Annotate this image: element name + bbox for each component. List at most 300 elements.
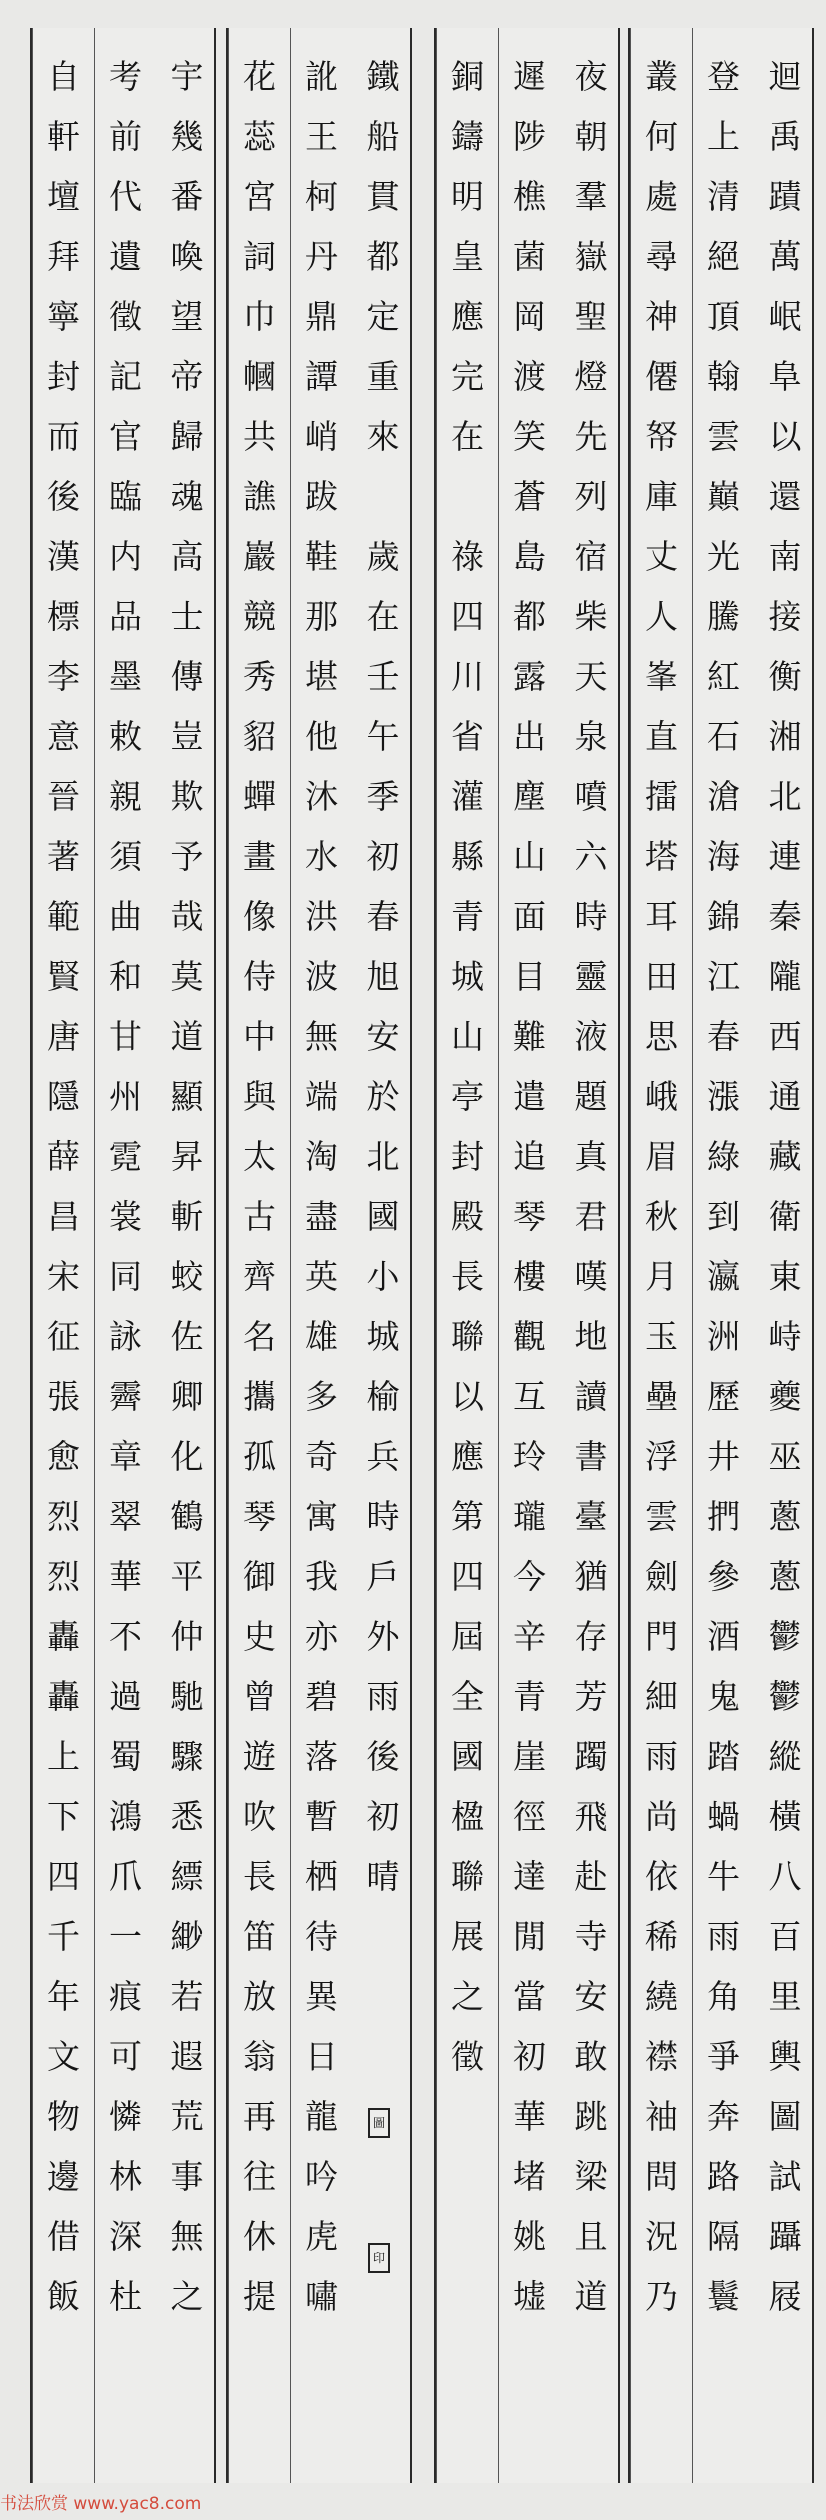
character-cell: 柴	[574, 596, 608, 636]
character-cell: 一	[109, 1916, 142, 1956]
character-cell: 衛	[768, 1196, 802, 1236]
character-cell: 峨	[645, 1076, 678, 1116]
character-cell: 靈	[574, 956, 608, 996]
character-cell: 應	[451, 296, 484, 336]
character-cell: 山	[451, 1016, 484, 1056]
character-cell: 都	[513, 596, 546, 636]
character-cell: 壇	[47, 176, 80, 216]
panel-2-column-3	[436, 28, 498, 2483]
character-cell: 翠	[109, 1496, 142, 1536]
character-cell: 時	[574, 896, 608, 936]
character-cell: 章	[109, 1436, 142, 1476]
character-cell: 隱	[47, 1076, 80, 1116]
character-cell: 曾	[243, 1676, 276, 1716]
character-cell: 皇	[451, 236, 484, 276]
seal-stamp-upper: 圖	[368, 2108, 390, 2138]
character-cell: 徵	[451, 2036, 484, 2076]
character-cell: 跳	[574, 2096, 608, 2136]
character-cell: 稀	[645, 1916, 678, 1956]
panel-3	[226, 28, 412, 2483]
character-cell: 接	[768, 596, 802, 636]
character-cell: 秋	[645, 1196, 678, 1236]
character-cell: 寓	[305, 1496, 338, 1536]
character-cell: 西	[768, 1016, 802, 1056]
character-cell: 人	[645, 596, 678, 636]
character-cell: 圖	[768, 2096, 802, 2136]
character-cell: 巔	[707, 476, 740, 516]
panel-1-column-2	[692, 28, 754, 2483]
character-cell: 征	[47, 1316, 80, 1356]
character-cell: 壬	[366, 656, 400, 696]
character-cell: 蟬	[243, 776, 276, 816]
panel-4	[30, 28, 216, 2483]
character-cell: 亭	[451, 1076, 484, 1116]
character-cell: 詞	[243, 236, 276, 276]
character-cell: 虎	[305, 2216, 338, 2256]
character-cell: 宮	[243, 176, 276, 216]
character-cell: 落	[305, 1736, 338, 1776]
character-cell: 貂	[243, 716, 276, 756]
character-cell: 試	[768, 2156, 802, 2196]
character-cell: 榆	[366, 1376, 400, 1416]
character-cell: 林	[109, 2156, 142, 2196]
character-cell: 蹟	[768, 176, 802, 216]
character-cell: 化	[170, 1436, 204, 1476]
character-cell: 再	[243, 2096, 276, 2136]
character-cell: 辛	[513, 1616, 546, 1656]
character-cell: 内	[109, 536, 142, 576]
character-cell: 閒	[513, 1916, 546, 1956]
character-cell: 標	[47, 596, 80, 636]
character-cell: 中	[243, 1016, 276, 1056]
character-cell: 望	[170, 296, 204, 336]
character-cell: 地	[574, 1316, 608, 1356]
character-cell: 先	[574, 416, 608, 456]
character-cell: 劍	[645, 1556, 678, 1596]
character-cell: 崖	[513, 1736, 546, 1776]
character-cell: 徑	[513, 1796, 546, 1836]
character-cell: 安	[366, 1016, 400, 1056]
character-cell: 擂	[645, 776, 678, 816]
character-cell: 像	[243, 896, 276, 936]
character-cell: 雨	[707, 1916, 740, 1956]
character-cell: 瀛	[707, 1256, 740, 1296]
character-cell: 鞋	[305, 536, 338, 576]
character-cell: 當	[513, 1976, 546, 2016]
character-cell: 巾	[243, 296, 276, 336]
character-cell: 捫	[707, 1496, 740, 1536]
character-cell: 丈	[645, 536, 678, 576]
character-cell: 曲	[109, 896, 142, 936]
character-cell: 爭	[707, 2036, 740, 2076]
character-cell: 四	[47, 1856, 80, 1896]
character-cell: 史	[243, 1616, 276, 1656]
character-cell: 高	[170, 536, 204, 576]
character-cell: 詠	[109, 1316, 142, 1356]
character-cell: 著	[47, 836, 80, 876]
character-cell: 祿	[451, 536, 484, 576]
character-cell: 況	[645, 2216, 678, 2256]
character-cell: 屐	[768, 2276, 802, 2316]
character-cell: 藏	[768, 1136, 802, 1176]
character-cell: 上	[707, 116, 740, 156]
character-cell: 四	[451, 1556, 484, 1596]
character-cell: 夔	[768, 1376, 802, 1416]
character-cell: 灌	[451, 776, 484, 816]
character-cell: 雲	[645, 1496, 678, 1536]
character-cell: 北	[768, 776, 802, 816]
panel-1-column-3	[630, 28, 692, 2483]
character-cell: 緲	[170, 1916, 204, 1956]
character-cell: 朝	[574, 116, 608, 156]
character-cell: 須	[109, 836, 142, 876]
character-cell: 鶴	[170, 1496, 204, 1536]
character-cell: 樵	[513, 176, 546, 216]
character-cell: 出	[513, 716, 546, 756]
character-cell: 噴	[574, 776, 608, 816]
character-cell: 峯	[645, 656, 678, 696]
character-cell: 攜	[243, 1376, 276, 1416]
character-cell: 追	[513, 1136, 546, 1176]
character-cell: 浮	[645, 1436, 678, 1476]
character-cell: 安	[574, 1976, 608, 2016]
character-cell: 明	[451, 176, 484, 216]
character-cell: 思	[645, 1016, 678, 1056]
character-cell: 鬱	[768, 1676, 802, 1716]
character-cell: 翰	[707, 356, 740, 396]
panel-1	[628, 28, 814, 2483]
character-cell: 佐	[170, 1316, 204, 1356]
character-cell: 顯	[170, 1076, 204, 1116]
character-cell: 處	[645, 176, 678, 216]
character-cell: 縣	[451, 836, 484, 876]
character-cell: 訛	[305, 56, 338, 96]
character-cell: 碧	[305, 1676, 338, 1716]
character-cell: 岡	[513, 296, 546, 336]
character-cell: 季	[366, 776, 400, 816]
character-cell: 還	[768, 476, 802, 516]
character-cell: 聯	[451, 1856, 484, 1896]
character-cell: 且	[574, 2216, 608, 2256]
character-cell: 春	[707, 1016, 740, 1056]
character-cell: 品	[109, 596, 142, 636]
character-cell: 下	[47, 1796, 80, 1836]
character-cell: 塔	[645, 836, 678, 876]
character-cell: 華	[109, 1556, 142, 1596]
character-cell: 提	[243, 2276, 276, 2316]
character-cell: 全	[451, 1676, 484, 1716]
character-cell: 敢	[574, 2036, 608, 2076]
character-cell: 繞	[645, 1976, 678, 2016]
watermark-site: www.yac8.com	[73, 2494, 202, 2514]
character-cell: 在	[451, 416, 484, 456]
character-cell: 宿	[574, 536, 608, 576]
character-cell: 歸	[170, 416, 204, 456]
character-cell: 戶	[366, 1556, 400, 1596]
panel-4-column-2	[94, 28, 156, 2483]
watermark	[0, 2489, 201, 2514]
character-cell: 可	[109, 2036, 142, 2076]
character-cell: 之	[451, 1976, 484, 2016]
character-cell: 通	[768, 1076, 802, 1116]
character-cell: 甘	[109, 1016, 142, 1056]
character-cell: 洲	[707, 1316, 740, 1356]
watermark-text: 书法欣赏	[0, 2494, 68, 2514]
character-cell: 菌	[513, 236, 546, 276]
character-cell: 不	[109, 1616, 142, 1656]
character-cell: 昇	[170, 1136, 204, 1176]
character-cell: 來	[366, 416, 400, 456]
character-cell: 哉	[170, 896, 204, 936]
character-cell: 川	[451, 656, 484, 696]
character-cell: 翁	[243, 2036, 276, 2076]
character-cell: 烈	[47, 1556, 80, 1596]
character-cell: 記	[109, 356, 142, 396]
character-cell: 薛	[47, 1136, 80, 1176]
character-cell: 歷	[707, 1376, 740, 1416]
character-cell: 蔥	[768, 1496, 802, 1536]
character-cell: 絕	[707, 236, 740, 276]
character-cell: 宋	[47, 1256, 80, 1296]
character-cell: 陟	[513, 116, 546, 156]
character-cell: 幗	[243, 356, 276, 396]
character-cell: 丹	[305, 236, 338, 276]
character-cell: 渡	[513, 356, 546, 396]
character-cell: 蕊	[243, 116, 276, 156]
character-cell: 競	[243, 596, 276, 636]
character-cell: 盡	[305, 1196, 338, 1236]
character-cell: 端	[305, 1076, 338, 1116]
character-cell: 琴	[243, 1496, 276, 1536]
character-cell: 莫	[170, 956, 204, 996]
character-cell: 遲	[513, 56, 546, 96]
character-cell: 喚	[170, 236, 204, 276]
character-cell: 騰	[707, 596, 740, 636]
character-cell: 物	[47, 2096, 80, 2136]
character-cell: 滄	[707, 776, 740, 816]
character-cell: 譙	[243, 476, 276, 516]
character-cell: 蝸	[707, 1796, 740, 1836]
character-cell: 遐	[170, 2036, 204, 2076]
character-cell: 異	[305, 1976, 338, 2016]
character-cell: 萬	[768, 236, 802, 276]
character-cell: 六	[574, 836, 608, 876]
character-cell: 吟	[305, 2156, 338, 2196]
character-cell: 僊	[645, 356, 678, 396]
character-cell: 鼎	[305, 296, 338, 336]
character-cell: 尚	[645, 1796, 678, 1836]
character-cell: 燈	[574, 356, 608, 396]
character-cell: 帑	[645, 416, 678, 456]
character-cell: 漢	[47, 536, 80, 576]
character-cell: 傳	[170, 656, 204, 696]
character-cell: 塵	[513, 776, 546, 816]
character-cell: 道	[170, 1016, 204, 1056]
character-cell: 長	[451, 1256, 484, 1296]
character-cell: 井	[707, 1436, 740, 1476]
character-cell: 徵	[109, 296, 142, 336]
character-cell: 斬	[170, 1196, 204, 1236]
character-cell: 他	[305, 716, 338, 756]
character-cell: 峭	[305, 416, 338, 456]
character-cell: 貫	[366, 176, 400, 216]
character-cell: 遣	[513, 1076, 546, 1116]
character-cell: 禹	[768, 116, 802, 156]
character-cell: 卿	[170, 1376, 204, 1416]
character-cell: 馳	[170, 1676, 204, 1716]
character-cell: 蛟	[170, 1256, 204, 1296]
character-cell: 鬱	[768, 1616, 802, 1656]
character-cell: 予	[170, 836, 204, 876]
character-cell: 譚	[305, 356, 338, 396]
character-cell: 共	[243, 416, 276, 456]
character-cell: 李	[47, 656, 80, 696]
character-cell	[352, 466, 414, 526]
character-cell: 島	[513, 536, 546, 576]
character-cell: 欺	[170, 776, 204, 816]
panel-4-column-1	[156, 28, 218, 2483]
character-cell: 展	[451, 1916, 484, 1956]
character-cell: 秦	[768, 896, 802, 936]
character-cell: 達	[513, 1856, 546, 1896]
character-cell: 目	[513, 956, 546, 996]
character-cell: 昌	[47, 1196, 80, 1236]
character-cell: 齊	[243, 1256, 276, 1296]
character-cell: 雨	[645, 1736, 678, 1776]
character-cell: 驟	[170, 1736, 204, 1776]
panel-4-column-3	[32, 28, 94, 2483]
character-cell: 君	[574, 1196, 608, 1236]
character-cell: 液	[574, 1016, 608, 1056]
character-cell: 王	[305, 116, 338, 156]
character-cell: 眉	[645, 1136, 678, 1176]
character-cell: 英	[305, 1256, 338, 1296]
character-cell: 邊	[47, 2156, 80, 2196]
character-cell: 楹	[451, 1796, 484, 1836]
character-cell: 門	[645, 1616, 678, 1656]
character-cell: 封	[47, 356, 80, 396]
character-cell: 唐	[47, 1016, 80, 1056]
character-cell: 城	[451, 956, 484, 996]
character-cell: 第	[451, 1496, 484, 1536]
character-cell: 帝	[170, 356, 204, 396]
character-cell: 番	[170, 176, 204, 216]
character-cell: 我	[305, 1556, 338, 1596]
character-cell: 待	[305, 1916, 338, 1956]
character-cell: 登	[707, 56, 740, 96]
character-cell: 年	[47, 1976, 80, 2016]
character-cell: 猶	[574, 1556, 608, 1596]
character-cell: 清	[707, 176, 740, 216]
character-cell: 考	[109, 56, 142, 96]
character-cell: 輿	[768, 2036, 802, 2076]
character-cell: 休	[243, 2216, 276, 2256]
character-cell: 直	[645, 716, 678, 756]
character-cell: 往	[243, 2156, 276, 2196]
character-cell: 墟	[513, 2276, 546, 2316]
character-cell: 幾	[170, 116, 204, 156]
character-cell: 孤	[243, 1436, 276, 1476]
character-cell: 踏	[707, 1736, 740, 1776]
character-cell: 痕	[109, 1976, 142, 2016]
character-cell: 面	[513, 896, 546, 936]
character-cell: 連	[768, 836, 802, 876]
character-cell: 宇	[170, 56, 204, 96]
character-cell: 隴	[768, 956, 802, 996]
character-cell: 以	[768, 416, 802, 456]
character-cell: 太	[243, 1136, 276, 1176]
character-cell: 那	[305, 596, 338, 636]
character-cell: 栖	[305, 1856, 338, 1896]
character-cell: 何	[645, 116, 678, 156]
character-cell: 難	[513, 1016, 546, 1056]
character-cell: 於	[366, 1076, 400, 1116]
character-cell: 紅	[707, 656, 740, 696]
character-cell: 初	[513, 2036, 546, 2076]
character-cell: 嘯	[305, 2276, 338, 2316]
character-cell: 州	[109, 1076, 142, 1116]
character-cell: 飯	[47, 2276, 80, 2316]
character-cell: 到	[707, 1196, 740, 1236]
character-cell: 初	[366, 836, 400, 876]
character-cell: 耳	[645, 896, 678, 936]
character-cell: 重	[366, 356, 400, 396]
character-cell: 嶽	[574, 236, 608, 276]
character-cell: 船	[366, 116, 400, 156]
character-cell: 仲	[170, 1616, 204, 1656]
character-cell: 與	[243, 1076, 276, 1116]
panel-2-column-2	[498, 28, 560, 2483]
character-cell: 青	[513, 1676, 546, 1716]
character-cell: 夜	[574, 56, 608, 96]
character-cell: 侍	[243, 956, 276, 996]
character-cell: 東	[768, 1256, 802, 1296]
character-cell: 峙	[768, 1316, 802, 1356]
character-cell: 之	[170, 2276, 204, 2316]
character-cell: 過	[109, 1676, 142, 1716]
character-cell: 午	[366, 716, 400, 756]
character-cell: 縹	[170, 1856, 204, 1896]
character-cell: 奇	[305, 1436, 338, 1476]
character-cell: 乃	[645, 2276, 678, 2316]
character-cell: 初	[366, 1796, 400, 1836]
character-cell: 和	[109, 956, 142, 996]
character-cell: 名	[243, 1316, 276, 1356]
character-cell: 後	[47, 476, 80, 516]
character-cell: 道	[574, 2276, 608, 2316]
character-cell: 多	[305, 1376, 338, 1416]
character-cell: 泉	[574, 716, 608, 756]
character-cell: 水	[305, 836, 338, 876]
character-cell: 花	[243, 56, 276, 96]
character-cell: 岷	[768, 296, 802, 336]
character-cell: 千	[47, 1916, 80, 1956]
character-cell: 遺	[109, 236, 142, 276]
character-cell: 海	[707, 836, 740, 876]
character-cell: 以	[451, 1376, 484, 1416]
character-cell: 讀	[574, 1376, 608, 1416]
character-cell: 叢	[645, 56, 678, 96]
panel-2	[434, 28, 620, 2483]
character-cell: 亦	[305, 1616, 338, 1656]
character-cell: 範	[47, 896, 80, 936]
character-cell: 代	[109, 176, 142, 216]
character-cell: 赴	[574, 1856, 608, 1896]
character-cell: 晴	[366, 1856, 400, 1896]
character-cell: 臺	[574, 1496, 608, 1536]
character-cell: 山	[513, 836, 546, 876]
character-cell: 酒	[707, 1616, 740, 1656]
